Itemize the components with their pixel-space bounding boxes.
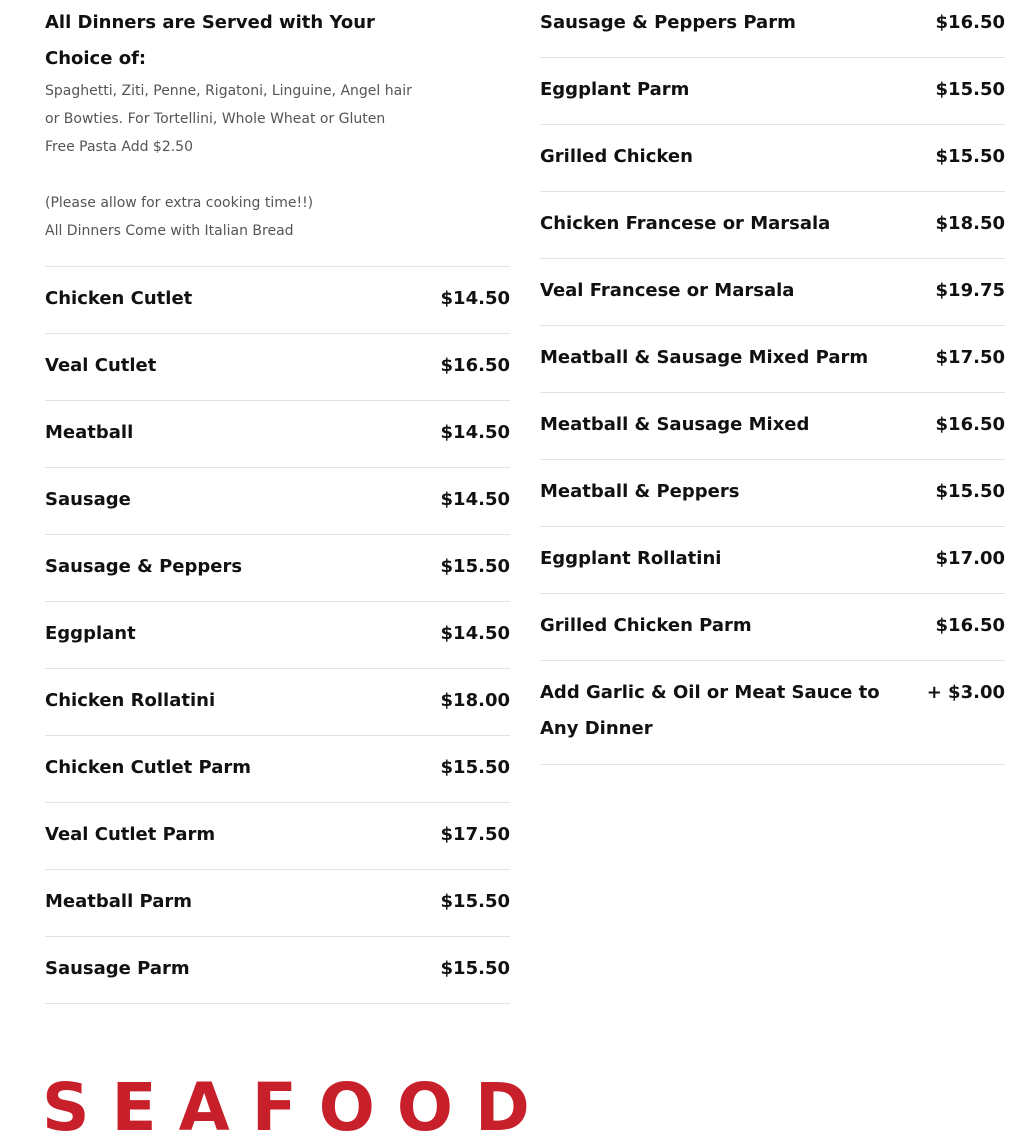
menu-item-name: Sausage & Peppers Parm — [540, 12, 796, 33]
menu-item-price: $15.50 — [440, 958, 510, 979]
menu-item-price: $16.50 — [935, 414, 1005, 435]
intro-title: All Dinners are Served with Your Choice of: — [45, 12, 375, 69]
menu-item — [45, 736, 510, 803]
menu-item — [540, 393, 1005, 460]
menu-item — [540, 326, 1005, 393]
menu-item — [540, 0, 1005, 58]
menu-item — [540, 594, 1005, 661]
menu-item — [45, 535, 510, 602]
menu-item — [540, 58, 1005, 125]
menu-item — [45, 669, 510, 736]
menu-item-price: $14.50 — [440, 489, 510, 510]
menu-item — [45, 803, 510, 870]
menu-item-name: Chicken Cutlet Parm — [45, 757, 252, 778]
menu-item — [45, 870, 510, 937]
menu-item — [45, 937, 510, 1004]
menu-item-name: Sausage — [45, 489, 131, 510]
menu-item-price: $14.50 — [440, 623, 510, 644]
menu-item — [540, 125, 1005, 192]
menu-item — [540, 259, 1005, 326]
menu-item-price: $15.50 — [935, 146, 1005, 167]
menu-item-price: $16.50 — [935, 615, 1005, 636]
menu-item-price: $15.50 — [440, 556, 510, 577]
menu-item-name: Chicken Francese or Marsala — [540, 213, 831, 234]
menu-item-price: $17.50 — [935, 347, 1005, 368]
menu-item-name: Eggplant Parm — [540, 79, 690, 100]
pasta-choices-text: Spaghetti, Ziti, Penne, Rigatoni, Linguine, Angel hair or Bowties. For Tortellini, Whole Wheat or Gluten Free Pasta Add $2.50 — [45, 83, 412, 155]
menu-item-price: $15.50 — [935, 79, 1005, 100]
menu-item — [540, 527, 1005, 594]
menu-item-price: $19.75 — [935, 280, 1005, 301]
menu-item-name: Sausage & Peppers — [45, 556, 243, 577]
menu-item-name: Grilled Chicken — [540, 146, 693, 167]
menu-item — [45, 267, 510, 334]
menu-item-price: + $3.00 — [926, 682, 1005, 703]
menu-item-name: Veal Cutlet — [45, 355, 157, 376]
menu-item-name: Meatball — [45, 422, 134, 443]
menu-item — [45, 334, 510, 401]
menu-item-name: Add Garlic & Oil or Meat Sauce to Any Dinner — [540, 682, 880, 739]
menu-item — [540, 460, 1005, 527]
menu-item-name: Grilled Chicken Parm — [540, 615, 752, 636]
dinner-intro — [45, 5, 510, 267]
left-menu-column — [45, 0, 510, 1004]
menu-item-name: Meatball Parm — [45, 891, 192, 912]
menu-item-addon — [540, 661, 1005, 765]
menu-item-name: Meatball & Sausage Mixed Parm — [540, 347, 869, 368]
menu-item-price: $15.50 — [935, 481, 1005, 502]
menu-item-price: $16.50 — [935, 12, 1005, 33]
menu-item-name: Chicken Rollatini — [45, 690, 216, 711]
menu-item-price: $14.50 — [440, 288, 510, 309]
menu-item-price: $18.50 — [935, 213, 1005, 234]
menu-item-name: Veal Francese or Marsala — [540, 280, 795, 301]
menu-item-price: $15.50 — [440, 757, 510, 778]
menu-item-price: $17.00 — [935, 548, 1005, 569]
menu-item-price: $18.00 — [440, 690, 510, 711]
menu-item-name: Chicken Cutlet — [45, 288, 193, 309]
menu-item — [540, 192, 1005, 259]
seafood-section-heading: SEAFOOD — [42, 1069, 552, 1146]
menu-item-price: $14.50 — [440, 422, 510, 443]
menu-item — [45, 468, 510, 535]
menu-item-price: $16.50 — [440, 355, 510, 376]
bread-note: All Dinners Come with Italian Bread — [45, 223, 294, 239]
menu-item — [45, 602, 510, 669]
menu-item-price: $17.50 — [440, 824, 510, 845]
menu-item-price: $15.50 — [440, 891, 510, 912]
menu-item-name: Sausage Parm — [45, 958, 190, 979]
menu-item — [45, 401, 510, 468]
menu-item-name: Veal Cutlet Parm — [45, 824, 216, 845]
menu-item-name: Eggplant — [45, 623, 136, 644]
cooking-time-note: (Please allow for extra cooking time!!) — [45, 195, 314, 211]
left-menu-list — [45, 267, 510, 1004]
menu-item-name: Meatball & Peppers — [540, 481, 740, 502]
right-menu-column — [540, 0, 1005, 765]
menu-item-name: Meatball & Sausage Mixed — [540, 414, 810, 435]
menu-item-name: Eggplant Rollatini — [540, 548, 722, 569]
